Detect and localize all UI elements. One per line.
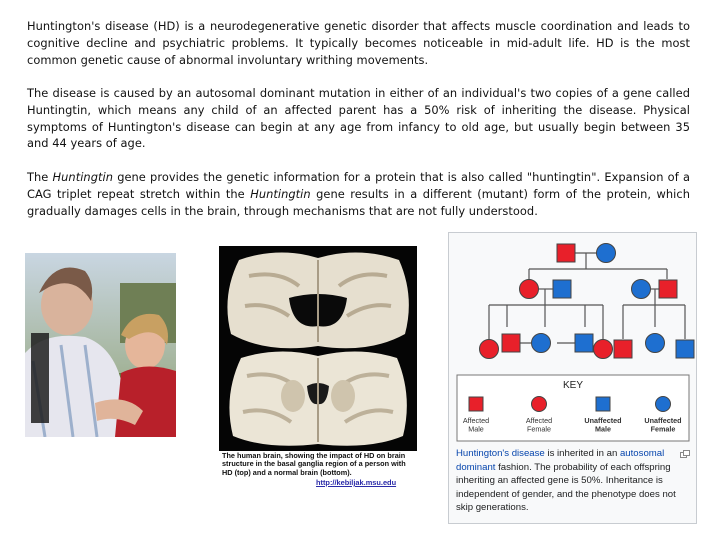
- gene-text-b: gene provides the genetic information for a protein that is also called "huntingtin". Expansion of a CAG triplet repeat stretch within the: [27, 170, 690, 201]
- brain-figure-caption: The human brain, showing the impact of HD on brain structure in the basal ganglia region of a person with HD (top) and a normal brain (bottom).: [222, 451, 406, 477]
- key-affected-male-symbol: [469, 397, 483, 411]
- gene-text-c: gene results in a different (mutant) form of the protein, which gradually damages cells in the brain, through mechanisms that are not fully understood.: [27, 186, 690, 218]
- key-affected-female-symbol: [532, 397, 547, 412]
- patient-photo-image: [25, 253, 176, 437]
- key-label: Unaffected Female: [644, 416, 682, 434]
- gene-name: Huntingtin: [52, 170, 113, 184]
- unaffected-female-symbol: [646, 334, 665, 353]
- unaffected-male-symbol: [676, 340, 694, 358]
- gene-text-a: The: [27, 170, 53, 184]
- unaffected-female-symbol: [532, 334, 551, 353]
- affected-male-symbol: [502, 334, 520, 352]
- brain-figure: [219, 246, 417, 492]
- unaffected-female-symbol: [597, 244, 616, 263]
- unaffected-male-symbol: [575, 334, 593, 352]
- key-label: Affected Male: [462, 416, 490, 434]
- brain-scan-image: [219, 246, 417, 451]
- pedigree-chart: [451, 235, 695, 445]
- normal-brain-slice: [229, 351, 406, 445]
- caption-text: is inherited in an: [544, 448, 620, 459]
- hd-brain-slice: [227, 252, 408, 348]
- caption-text: fashion. The probability of each offspring inheriting an affected gene is 50%. Inheritance is independent of gender, and the phenotype does not skip generations.: [456, 461, 676, 513]
- key-title: KEY: [562, 380, 584, 391]
- gene-name: Huntingtin: [250, 186, 311, 201]
- affected-female-symbol: [594, 340, 613, 359]
- affected-female-symbol: [480, 340, 499, 359]
- cause-paragraph: The disease is caused by an autosomal dominant mutation in either of an individual's two copies of a gene called Huntingtin, which means any child of an affected parent has a 50% risk of inheriting the disease. Physical symptoms of Huntington's disease can begin at any age from infancy to old age, but usually begin between 35 and 44 years of age.: [27, 86, 690, 151]
- affected-male-symbol: [614, 340, 632, 358]
- affected-male-symbol: [659, 280, 677, 298]
- huntingtons-disease-link[interactable]: Huntington's disease: [456, 448, 545, 459]
- autosomal-dominant-link[interactable]: autosomal dominant: [456, 448, 665, 473]
- key-label: Unaffected Male: [584, 416, 622, 434]
- brain-figure-link[interactable]: http://kebiljak.msu.edu: [316, 478, 397, 487]
- patient-photo: [25, 253, 176, 437]
- unaffected-male-symbol: [553, 280, 571, 298]
- unaffected-female-symbol: [632, 280, 651, 299]
- key-unaffected-female-symbol: [656, 397, 671, 412]
- affected-male-symbol: [557, 244, 575, 262]
- affected-female-symbol: [520, 280, 539, 299]
- gene-paragraph: [27, 169, 690, 219]
- key-label: Affected Female: [525, 416, 553, 434]
- pedigree-caption: [456, 447, 692, 515]
- key-unaffected-male-symbol: [596, 397, 610, 411]
- pedigree-figure: [448, 232, 697, 524]
- intro-paragraph: Huntington's disease (HD) is a neurodegenerative genetic disorder that affects muscle coordination and leads to cognitive decline and psychiatric problems. It typically becomes noticeable in mid-adult life. HD is the most common genetic cause of abnormal involuntary writhing movements.: [27, 19, 690, 67]
- pedigree-key: [457, 375, 689, 441]
